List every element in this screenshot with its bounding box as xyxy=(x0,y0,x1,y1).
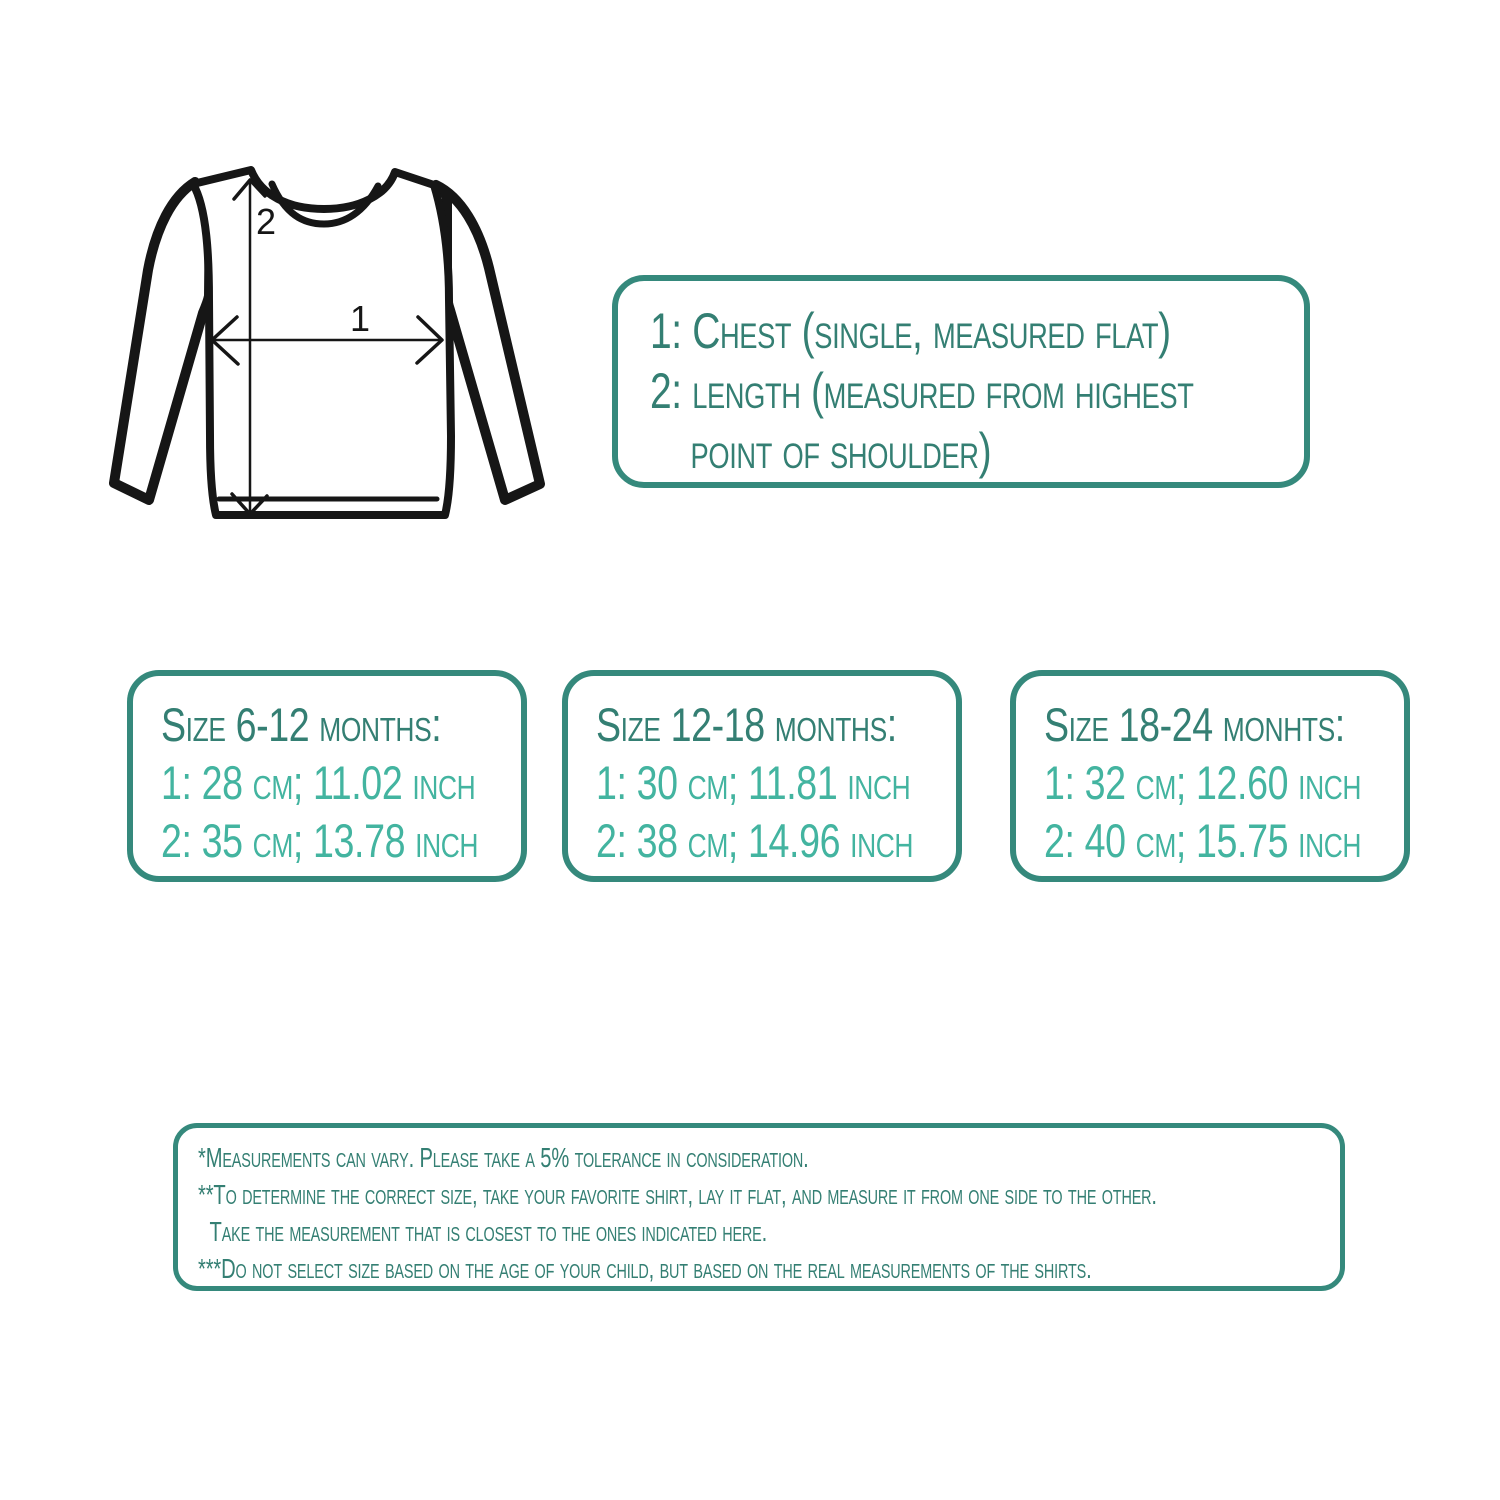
legend-line-length: 2: length (measured from highest xyxy=(650,363,1194,419)
size-length-value: 2: 40 cm; 15.75 inch xyxy=(1044,814,1362,867)
size-chest-value: 1: 30 cm; 11.81 inch xyxy=(596,756,911,809)
length-label: 2 xyxy=(256,201,277,242)
shirt-outline xyxy=(114,170,540,515)
size-box-6-12-months xyxy=(127,670,527,882)
size-title: Size 18-24 monhts: xyxy=(1044,698,1345,751)
note-tolerance: *Measurements can vary. Please take a 5% tolerance in consideration. xyxy=(198,1142,809,1173)
note-how-to-measure: **To determine the correct size, take your favorite shirt, lay it flat, and measure it from one side to the other. xyxy=(198,1179,1157,1210)
legend-line-length-cont: point of shoulder) xyxy=(690,423,992,479)
legend-line-chest: 1: Chest (single, measured flat) xyxy=(650,303,1171,359)
shirt-diagram xyxy=(98,138,568,558)
size-box-12-18-months xyxy=(562,670,962,882)
notes-box xyxy=(173,1123,1345,1291)
size-title: Size 6-12 months: xyxy=(161,698,442,751)
note-how-to-measure-cont: Take the measurement that is closest to the ones indicated here. xyxy=(209,1216,768,1247)
size-length-value: 2: 38 cm; 14.96 inch xyxy=(596,814,914,867)
size-title: Size 12-18 months: xyxy=(596,698,897,751)
size-box-18-24-months xyxy=(1010,670,1410,882)
size-chest-value: 1: 32 cm; 12.60 inch xyxy=(1044,756,1362,809)
note-age-warning: ***Do not select size based on the age of your child, but based on the real measurements of the shirts. xyxy=(198,1253,1092,1284)
chest-label: 1 xyxy=(350,298,371,339)
size-length-value: 2: 35 cm; 13.78 inch xyxy=(161,814,479,867)
size-chest-value: 1: 28 cm; 11.02 inch xyxy=(161,756,476,809)
legend-box xyxy=(612,275,1310,488)
shirt-left-sleeve xyxy=(114,182,210,500)
